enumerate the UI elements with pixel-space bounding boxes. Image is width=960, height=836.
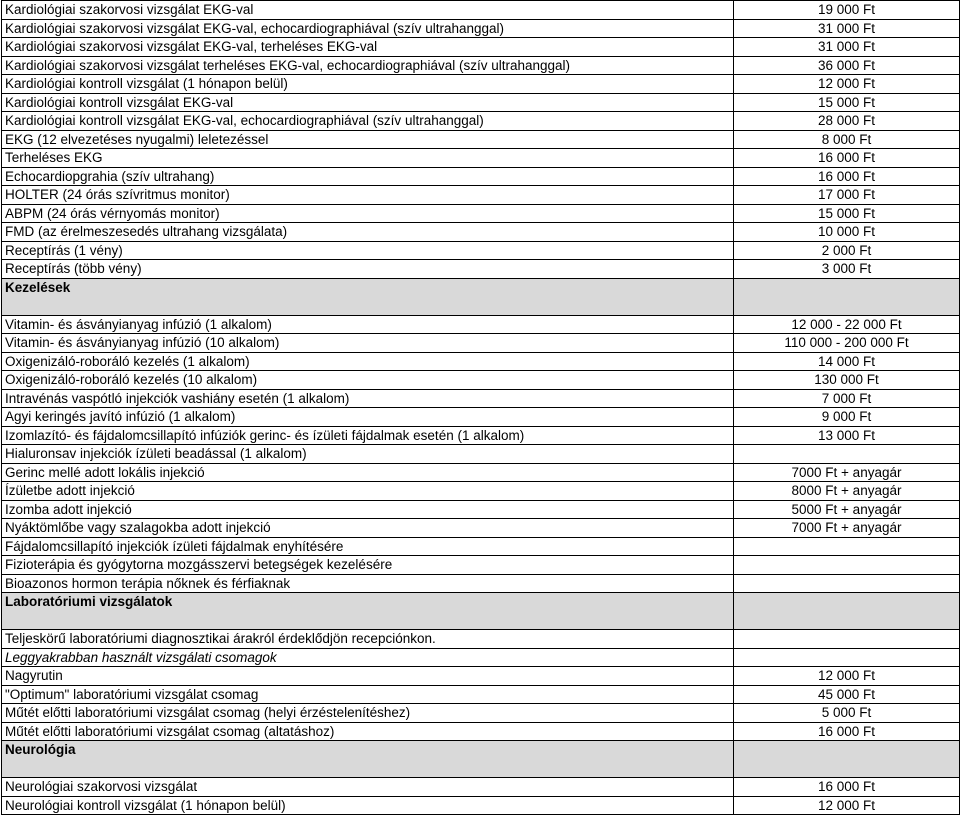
table-row [2,130,960,149]
service-name: Receptírás (1 vény) [2,241,734,260]
service-name: Ízületbe adott injekció [2,482,734,501]
table-row [2,334,960,353]
service-price: 16 000 Ft [734,167,960,186]
service-price: 14 000 Ft [734,352,960,371]
service-price [734,278,960,315]
table-row [2,630,960,649]
service-price: 16 000 Ft [734,722,960,741]
table-row [2,149,960,168]
service-price: 8000 Ft + anyagár [734,482,960,501]
service-price: 36 000 Ft [734,56,960,75]
service-price: 13 000 Ft [734,426,960,445]
section-title: Neurológia [2,741,734,778]
service-name: Izomba adott injekció [2,500,734,519]
service-name: Vitamin- és ásványianyag infúzió (10 alkalom) [2,334,734,353]
table-row [2,204,960,223]
service-price [734,537,960,556]
service-name: Terheléses EKG [2,149,734,168]
table-row [2,574,960,593]
service-name: Neurológiai szakorvosi vizsgálat [2,778,734,797]
service-price [734,593,960,630]
table-row [2,56,960,75]
service-name: Leggyakrabban használt vizsgálati csomagok [2,648,734,667]
service-price [734,741,960,778]
table-row [2,75,960,94]
table-row [2,112,960,131]
service-name: Kardiológiai kontroll vizsgálat EKG-val [2,93,734,112]
price-table-body [2,1,960,815]
table-row [2,482,960,501]
service-name: Vitamin- és ásványianyag infúzió (1 alkalom) [2,315,734,334]
price-table [1,0,960,815]
service-price: 8 000 Ft [734,130,960,149]
service-name: Echocardiopgrahia (szív ultrahang) [2,167,734,186]
service-price: 10 000 Ft [734,223,960,242]
section-header-row [2,741,960,778]
service-price: 7000 Ft + anyagár [734,519,960,538]
service-name: Műtét előtti laboratóriumi vizsgálat csomag (altatáshoz) [2,722,734,741]
service-name: Oxigenizáló-roboráló kezelés (10 alkalom) [2,371,734,390]
service-name: Hialuronsav injekciók ízületi beadással (1 alkalom) [2,445,734,464]
service-price [734,445,960,464]
table-row [2,685,960,704]
section-header-row [2,278,960,315]
service-name: HOLTER (24 órás szívritmus monitor) [2,186,734,205]
table-row [2,260,960,279]
service-price: 28 000 Ft [734,112,960,131]
service-name: Bioazonos hormon terápia nőknek és férfiaknak [2,574,734,593]
service-price: 12 000 Ft [734,75,960,94]
table-row [2,667,960,686]
service-price: 12 000 - 22 000 Ft [734,315,960,334]
service-price: 19 000 Ft [734,1,960,20]
service-name: Fizioterápia és gyógytorna mozgásszervi betegségek kezelésére [2,556,734,575]
service-price: 16 000 Ft [734,778,960,797]
service-price: 7 000 Ft [734,389,960,408]
service-price: 2 000 Ft [734,241,960,260]
service-name: "Optimum" laboratóriumi vizsgálat csomag [2,685,734,704]
service-name: Fájdalomcsillapító injekciók ízületi fájdalmak enyhítésére [2,537,734,556]
section-title: Kezelések [2,278,734,315]
table-row [2,167,960,186]
table-row [2,778,960,797]
service-price [734,630,960,649]
service-price: 12 000 Ft [734,667,960,686]
table-row [2,241,960,260]
table-row [2,537,960,556]
service-price: 110 000 - 200 000 Ft [734,334,960,353]
service-name: Intravénás vaspótló injekciók vashiány esetén (1 alkalom) [2,389,734,408]
table-row [2,186,960,205]
table-row [2,500,960,519]
service-price: 31 000 Ft [734,19,960,38]
table-row [2,38,960,57]
service-name: Nyáktömlőbe vagy szalagokba adott injekció [2,519,734,538]
service-name: Kardiológiai szakorvosi vizsgálat terheléses EKG-val, echocardiographiával (szív ultrahanggal) [2,56,734,75]
service-name: Kardiológiai szakorvosi vizsgálat EKG-val, echocardiographiával (szív ultrahanggal) [2,19,734,38]
service-price: 130 000 Ft [734,371,960,390]
table-row [2,315,960,334]
table-row [2,408,960,427]
service-name: Gerinc mellé adott lokális injekció [2,463,734,482]
section-header-row [2,593,960,630]
table-row [2,648,960,667]
table-row [2,371,960,390]
service-price: 31 000 Ft [734,38,960,57]
service-name: Műtét előtti laboratóriumi vizsgálat csomag (helyi érzéstelenítéshez) [2,704,734,723]
service-name: Agyi keringés javító infúzió (1 alkalom) [2,408,734,427]
table-row [2,1,960,20]
service-price: 5 000 Ft [734,704,960,723]
service-name: FMD (az érelmeszesedés ultrahang vizsgálata) [2,223,734,242]
table-row [2,19,960,38]
service-price: 15 000 Ft [734,93,960,112]
service-price [734,556,960,575]
service-price: 5000 Ft + anyagár [734,500,960,519]
service-price [734,648,960,667]
table-row [2,352,960,371]
service-name: Kardiológiai szakorvosi vizsgálat EKG-val [2,1,734,20]
service-name: Receptírás (több vény) [2,260,734,279]
service-name: ABPM (24 órás vérnyomás monitor) [2,204,734,223]
table-row [2,93,960,112]
service-price: 7000 Ft + anyagár [734,463,960,482]
service-name: Oxigenizáló-roboráló kezelés (1 alkalom) [2,352,734,371]
service-name: Neurológiai kontroll vizsgálat (1 hónapon belül) [2,796,734,815]
service-name: Izomlazító- és fájdalomcsillapító infúziók gerinc- és ízületi fájdalmak esetén (1 alkalom) [2,426,734,445]
table-row [2,796,960,815]
service-price: 3 000 Ft [734,260,960,279]
service-name: Kardiológiai szakorvosi vizsgálat EKG-val, terheléses EKG-val [2,38,734,57]
table-row [2,519,960,538]
service-price: 16 000 Ft [734,149,960,168]
table-row [2,704,960,723]
service-name: Nagyrutin [2,667,734,686]
service-price: 12 000 Ft [734,796,960,815]
service-price: 15 000 Ft [734,204,960,223]
service-name: Teljeskörű laboratóriumi diagnosztikai árakról érdeklődjön recepciónkon. [2,630,734,649]
service-name: Kardiológiai kontroll vizsgálat EKG-val, echocardiographiával (szív ultrahanggal) [2,112,734,131]
table-row [2,223,960,242]
service-price: 45 000 Ft [734,685,960,704]
table-row [2,463,960,482]
service-name: EKG (12 elvezetéses nyugalmi) leletezéssel [2,130,734,149]
service-name: Kardiológiai kontroll vizsgálat (1 hónapon belül) [2,75,734,94]
service-price: 9 000 Ft [734,408,960,427]
table-row [2,445,960,464]
table-row [2,389,960,408]
service-price: 17 000 Ft [734,186,960,205]
table-row [2,722,960,741]
service-price [734,574,960,593]
table-row [2,426,960,445]
section-title: Laboratóriumi vizsgálatok [2,593,734,630]
table-row [2,556,960,575]
